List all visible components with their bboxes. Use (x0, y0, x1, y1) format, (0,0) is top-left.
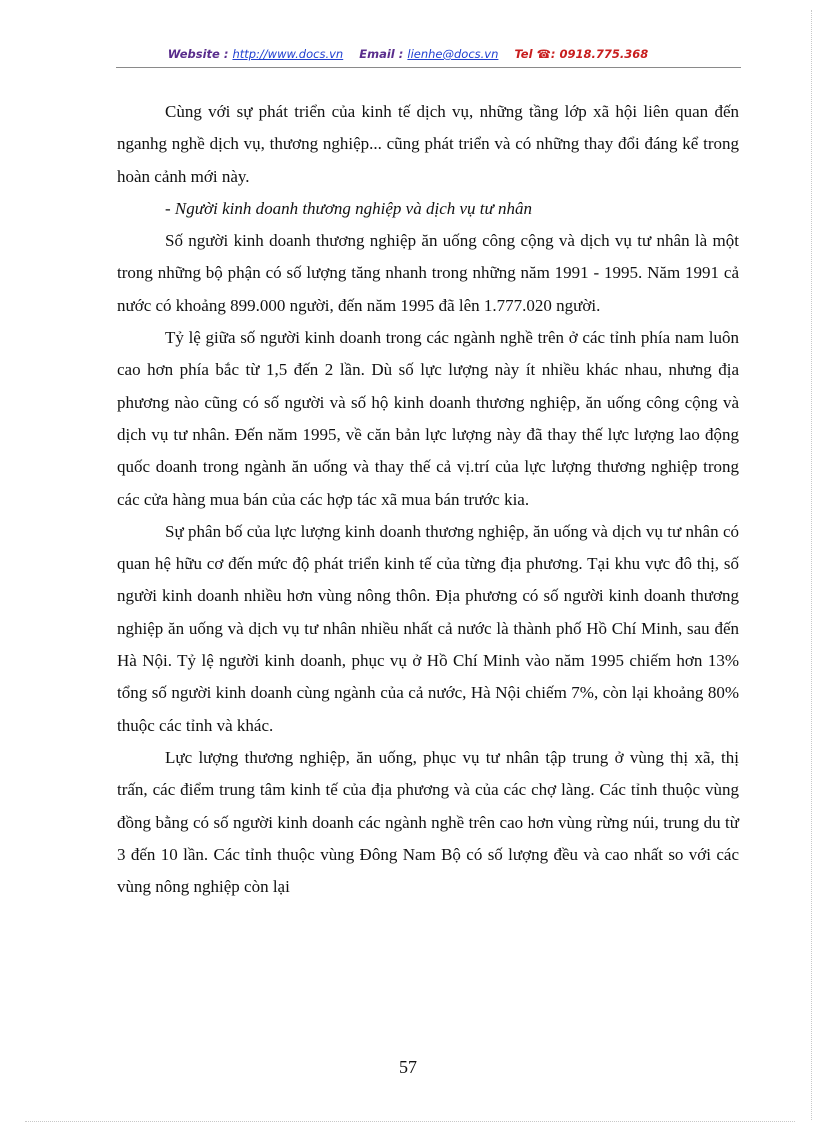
email-link[interactable]: lienhe@docs.vn (407, 47, 499, 61)
phone-icon: ☎ (536, 47, 551, 61)
paragraph-ratio: Tỷ lệ giữa số người kinh doanh trong các ngành nghề trên ở các tỉnh phía nam luôn cao hơn phía bắc từ 1,5 đến 2 lần. Dù số lực lượng này ít nhiều khác nhau, nhưng địa phương nào cũng có số người và số hộ kinh doanh thương nghiệp, ăn uống công cộng và dịch vụ tư nhân. Đến năm 1995, về căn bản lực lượng này đã thay thế lực lượng lao động quốc doanh trong ngành ăn uống và thay thế cả vị.trí của lực lượng thương nghiệp trong các cửa hàng mua bán của các hợp tác xã mua bán trước kia. (117, 328, 739, 509)
email-separator: : (398, 47, 404, 61)
page-edge-bottom (25, 1121, 795, 1122)
section-subheading: - Người kinh doanh thương nghiệp và dịch vụ tư nhân (165, 198, 533, 218)
paragraph-concentration: Lực lượng thương nghiệp, ăn uống, phục vụ tư nhân tập trung ở vùng thị xã, thị trấn, các điểm trung tâm kinh tế của địa phương và của các chợ làng. Các tỉnh thuộc vùng đồng bằng có số người kinh doanh các ngành nghề trên cao hơn vùng rừng núi, trung du từ 3 đến 10 lần. Các tỉnh thuộc vùng Đông Nam Bộ có số lượng đều và cao nhất so với các vùng nông nghiệp còn lại (117, 747, 739, 897)
website-link[interactable]: http://www.docs.vn (232, 47, 344, 61)
header-divider (116, 67, 741, 68)
tel-label: Tel (514, 47, 533, 61)
paragraph-intro: Cùng với sự phát triển của kinh tế dịch vụ, những tầng lớp xã hội liên quan đến nganhg nghề dịch vụ, thương nghiệp... cũng phát triển và có những thay đổi đáng kể trong hoàn cảnh mới này. (117, 102, 739, 186)
tel-number: : 0918.775.368 (550, 47, 649, 61)
paragraph-distribution: Sự phân bố của lực lượng kinh doanh thương nghiệp, ăn uống và dịch vụ tư nhân có quan hệ hữu cơ đến mức độ phát triển kinh tế của từng địa phương. Tại khu vực đô thị, số người kinh doanh nhiều hơn vùng nông thôn. Địa phương có số người kinh doanh thương nghiệp ăn uống và dịch vụ tư nhân nhiều nhất cả nước là thành phố Hồ Chí Minh, sau đến Hà Nội. Tỷ lệ người kinh doanh, phục vụ ở Hồ Chí Minh vào năm 1995 chiếm hơn 13% tổng số người kinh doanh cùng ngành của cả nước, Hà Nội chiếm 7%, còn lại khoảng 80% thuộc các tỉnh và khác. (117, 521, 739, 735)
email-label: Email (359, 47, 395, 61)
document-body (117, 96, 739, 903)
page-edge-right (811, 10, 812, 1120)
page-header (0, 47, 816, 61)
website-label: Website : (167, 47, 229, 61)
paragraph-growth: Số người kinh doanh thương nghiệp ăn uống công cộng và dịch vụ tư nhân là một trong những bộ phận có số lượng tăng nhanh trong những năm 1991 - 1995. Năm 1991 cả nước có khoảng 899.000 người, đến năm 1995 đã lên 1.777.020 người. (117, 231, 739, 315)
page-number: 57 (399, 1057, 417, 1077)
